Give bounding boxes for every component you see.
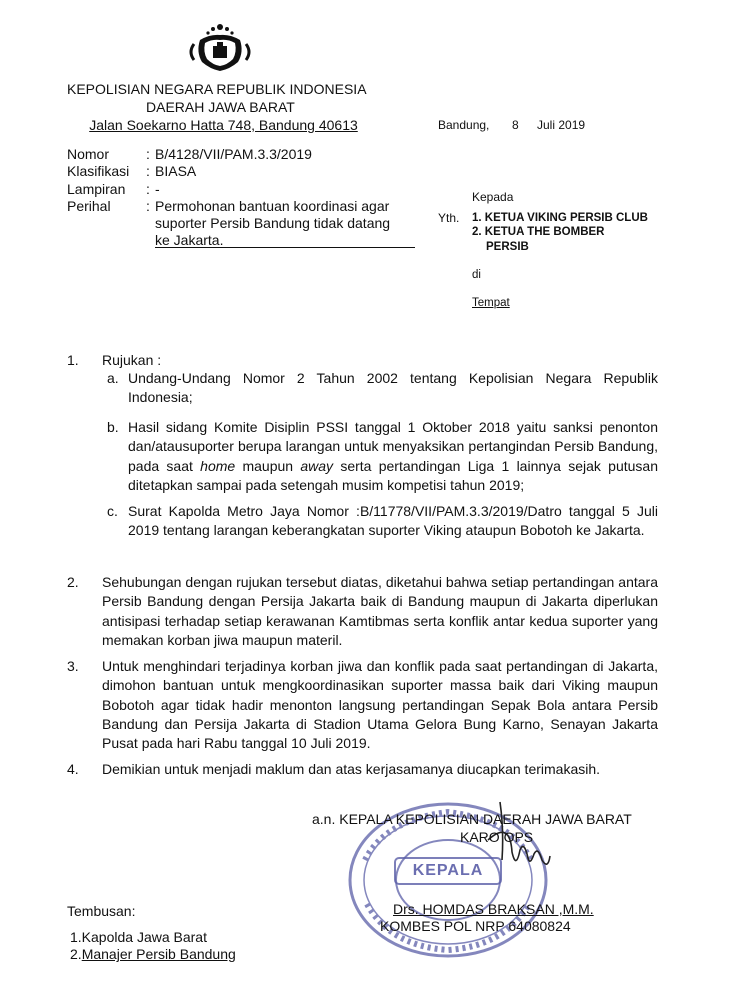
perihal-label: Perihal: [67, 198, 111, 214]
recipient-di: di: [472, 269, 481, 281]
p1b-label: b.: [107, 419, 119, 435]
p1a-text: Undang-Undang Nomor 2 Tahun 2002 tentang Kepolisian Negara Republik Indonesia;: [128, 370, 658, 406]
p1b-text: Hasil sidang Komite Disiplin PSSI tanggal 1 Oktober 2018 yaitu sanksi penonton dan/atausuporter berupa larangan untuk menyaksikan pertangindan Persib Bandung, pada saat home maupun away serta pertandingan Liga 1 lainnya sejak putusan ditetapkan sampai pada setengah musim kompetisi tahun 2019;: [128, 419, 658, 493]
recipient-tempat: Tempat: [472, 297, 510, 309]
p3-text: Untuk menghindari terjadinya korban jiwa dan konflik pada saat pertandingan di Jakarta, dimohon bantuan untuk mengkoordinasikan suporter massa baik dari Viking maupun Bobotoh agar tidak hadir menonton langsung pertandingan Sepak Bola antara Persib Bandung dan Persija Jakarta di Stadion Utama Gelora Bung Karno, Senayan Jakarta Pusat pada hari Rabu tanggal 10 Juli 2019.: [102, 658, 658, 752]
p1c-text: Surat Kapolda Metro Jaya Nomor :B/11778/VII/PAM.3.3/2019/Datro tanggal 5 Juli 2019 tentang larangan keberangkatan suporter Viking ataupun Bobotoh ke Jakarta.: [128, 503, 658, 539]
klasifikasi-value: BIASA: [155, 163, 197, 179]
perihal-sep: :: [146, 198, 150, 214]
p1-number: 1.: [67, 352, 79, 368]
nomor-label: Nomor: [67, 146, 110, 162]
p2-number: 2.: [67, 574, 79, 590]
signature-subtitle: KARO OPS: [460, 829, 534, 845]
tembusan-item-1: 1.Kapolda Jawa Barat: [70, 929, 207, 945]
p1c-label: c.: [107, 503, 118, 519]
signature-name: Drs. HOMDAS BRAKSAN ,M.M.: [393, 901, 594, 917]
lampiran-label: Lampiran: [67, 181, 126, 197]
signature-title: a.n. KEPALA KEPOLISIAN DAERAH JAWA BARAT: [312, 811, 632, 827]
recipient-item-2: 2. KETUA THE BOMBER: [472, 226, 605, 238]
org-region: DAERAH JAWA BARAT: [146, 99, 295, 115]
date-city: Bandung,: [438, 118, 490, 132]
klasifikasi-label: Klasifikasi: [67, 163, 130, 179]
police-emblem-icon: [186, 22, 254, 72]
org-name: KEPOLISIAN NEGARA REPUBLIK INDONESIA: [67, 81, 367, 97]
p4-text: Demikian untuk menjadi maklum dan atas kerjasamanya diucapkan terimakasih.: [102, 761, 601, 777]
yth-label: Yth.: [438, 211, 460, 225]
p3-number: 3.: [67, 658, 79, 674]
p1a-label: a.: [107, 370, 119, 386]
perihal-line2: suporter Persib Bandung tidak datang: [155, 215, 391, 231]
tembusan-title: Tembusan:: [67, 903, 136, 919]
perihal-line3: ke Jakarta.: [155, 232, 224, 248]
tembusan-item-2: 2.Manajer Persib Bandung: [70, 946, 236, 962]
perihal-line1: Permohonan bantuan koordinasi agar: [155, 198, 390, 214]
date-day: 8: [512, 118, 519, 132]
nomor-sep: :: [146, 146, 150, 162]
org-address: Jalan Soekarno Hatta 748, Bandung 40613: [89, 117, 358, 133]
p2-text: Sehubungan dengan rujukan tersebut diatas, diketahui bahwa setiap pertandingan antara Persib Bandung dengan Persija Jakarta baik di Bandung maupun di Jakarta diperlukan antisipasi terhadap setiap kerawanan Kamtibmas serta konflik antar kedua suporter yang memakan korban jiwa maupun materil.: [102, 574, 658, 648]
date-month-year: Juli 2019: [537, 118, 586, 132]
recipient-item-2-cont: PERSIB: [486, 241, 529, 253]
lampiran-sep: :: [146, 181, 150, 197]
p4-number: 4.: [67, 761, 79, 777]
p1-title: Rujukan :: [102, 352, 162, 368]
lampiran-value: -: [155, 181, 160, 197]
kepada-label: Kepada: [472, 190, 514, 204]
signature-rank: KOMBES POL NRP 64080824: [380, 918, 571, 934]
klasifikasi-sep: :: [146, 163, 150, 179]
perihal-underline: [155, 247, 415, 248]
stamp-text: KEPALA: [412, 862, 484, 879]
recipient-item-1: 1. KETUA VIKING PERSIB CLUB: [472, 212, 648, 224]
nomor-value: B/4128/VII/PAM.3.3/2019: [155, 146, 312, 162]
